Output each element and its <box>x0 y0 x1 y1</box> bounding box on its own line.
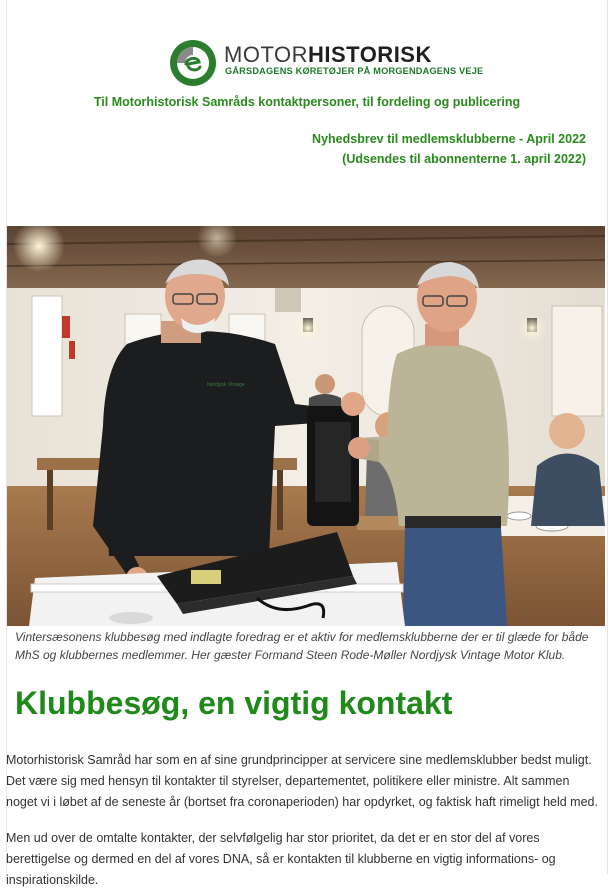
logo-slogan: GÅRSDAGENS KØRETØJER PÅ MORGENDAGENS VEJE <box>225 66 484 76</box>
club-visit-photo <box>7 226 605 626</box>
article-paragraph-1: Motorhistorisk Samråd har som en af sine grundprincipper at servicere sine medlemsklubber bedst muligt. Det være sig med hensyn til kontakter til styrelser, departementet, politikere eller ministre. Alt sammen noget vi i løbet af de seneste år (bortset fra coronaperioden) har opdyrket, og faktisk haft rimeligt held med. <box>6 753 598 809</box>
photo-illustration <box>7 226 605 626</box>
logo-wordmark: MOTORHISTORISK <box>224 42 432 67</box>
motorhistorisk-logo[interactable] <box>168 38 484 90</box>
logo-emblem-icon <box>168 38 218 88</box>
shirt-logo-text: Nordjysk Vintage <box>207 382 245 388</box>
article-title: Klubbesøg, en vigtig kontakt <box>15 685 453 721</box>
send-date-line: (Udsendes til abonnenterne 1. april 2022) <box>342 152 586 166</box>
newsletter-title: Nyhedsbrev til medlemsklubberne - April 2022 <box>312 132 586 146</box>
photo-caption: Vintersæsonens klubbesøg med indlagte foredrag er et aktiv for medlemsklubberne der er til glæde for både MhS og klubbernes medlemmer. Her gæster Formand Steen Rode-Møller Nordjysk Vintage Motor Klub. <box>15 630 589 662</box>
article-paragraph-2: Men ud over de omtalte kontakter, der selvfølgelig har stor prioritet, da det er en stor del af vores berettigelse og dermed en del af vores DNA, så er kontakten til klubberne en vigtig informations- og inspirationskilde. <box>6 831 556 887</box>
intro-line: Til Motorhistorisk Samråds kontaktpersoner, til fordeling og publicering <box>93 95 521 109</box>
